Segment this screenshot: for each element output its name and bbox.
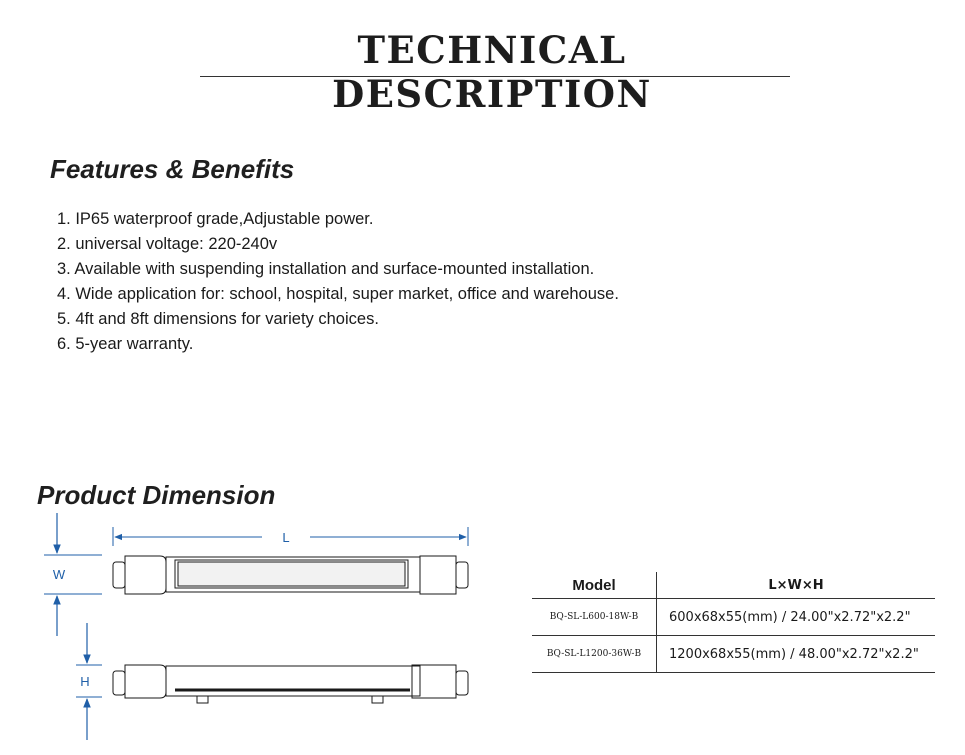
- size-cell: 1200x68x55(mm) / 48.00"x2.72"x2.2": [657, 636, 936, 673]
- lamp-top-view: [113, 556, 468, 594]
- height-dimension: [76, 623, 102, 740]
- feature-item: 6. 5-year warranty.: [57, 335, 194, 353]
- column-header-size: L×W×H: [657, 572, 936, 599]
- feature-item: 2. universal voltage: 220-240v: [57, 235, 278, 253]
- dimension-heading: Product Dimension: [37, 480, 276, 510]
- dimension-diagram: [0, 505, 500, 750]
- table-row: [532, 599, 935, 636]
- features-heading: Features & Benefits: [50, 154, 295, 184]
- feature-item: 4. Wide application for: school, hospital, super market, office and warehouse.: [57, 285, 619, 303]
- height-label: H: [80, 674, 90, 689]
- features-list: [57, 207, 619, 357]
- feature-item: 1. IP65 waterproof grade,Adjustable power.: [57, 210, 374, 228]
- length-dimension: [113, 527, 468, 546]
- width-label: W: [52, 567, 66, 582]
- model-cell: BQ-SL-L600-18W-B: [532, 599, 657, 636]
- column-header-model: Model: [572, 576, 616, 594]
- width-dimension: [44, 513, 102, 636]
- size-cell: 600x68x55(mm) / 24.00"x2.72"x2.2": [657, 599, 936, 636]
- length-label: L: [282, 530, 290, 545]
- title-underline: [200, 76, 790, 77]
- lamp-side-view: [113, 665, 468, 703]
- table-row: [532, 636, 935, 673]
- dimension-table: [532, 572, 935, 673]
- model-cell: BQ-SL-L1200-36W-B: [532, 636, 657, 673]
- feature-item: 3. Available with suspending installation and surface-mounted installation.: [57, 260, 595, 278]
- feature-item: 5. 4ft and 8ft dimensions for variety choices.: [57, 310, 379, 328]
- page-title: TECHNICAL DESCRIPTION: [332, 28, 652, 116]
